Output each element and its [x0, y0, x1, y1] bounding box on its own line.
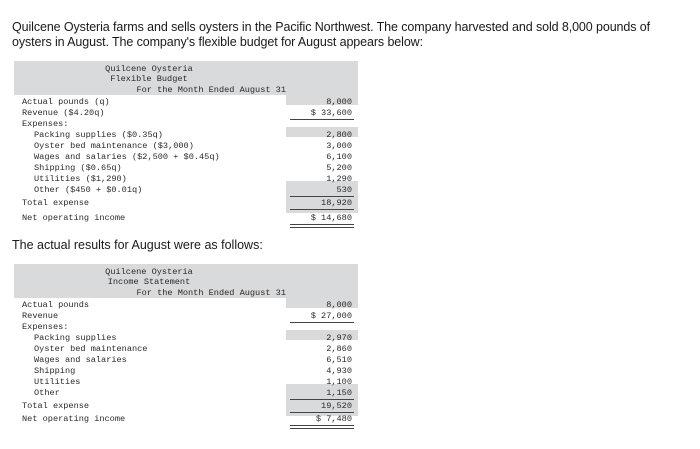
- double-underline: [290, 224, 354, 228]
- actual-pounds-label: Actual pounds (q): [22, 97, 110, 107]
- expense-value: 1,150: [326, 388, 352, 398]
- divider: [290, 399, 354, 400]
- expense-value: 5,200: [326, 163, 352, 173]
- revenue-label: Revenue ($4.20q): [22, 108, 105, 118]
- expense-label: Wages and salaries ($2,500 + $0.45q): [34, 152, 220, 162]
- net-operating-income-value: $ 7,480: [315, 414, 352, 424]
- problem-intro-text: Quilcene Oysteria farms and sells oysters in the Pacific Northwest. The company harvested and sold 8,000 pounds of oysters in August. The company's flexible budget for August appears below:: [12, 20, 651, 49]
- double-underline: [290, 425, 354, 429]
- company-name: Quilcene Oysteria: [105, 64, 193, 74]
- expense-label: Other: [34, 388, 60, 398]
- revenue-label: Revenue: [22, 311, 59, 321]
- expense-label: Utilities: [34, 377, 81, 387]
- expense-value: 2,800: [326, 130, 352, 140]
- divider: [290, 412, 354, 413]
- expense-value: 2,860: [326, 344, 352, 354]
- expense-label: Oyster bed maintenance ($3,000): [34, 141, 194, 151]
- expense-value: 530: [336, 185, 352, 195]
- divider: [290, 322, 354, 323]
- expenses-label: Expenses:: [22, 322, 69, 332]
- statement-period: For the Month Ended August 31: [136, 85, 286, 95]
- expense-label: Packing supplies: [34, 333, 117, 343]
- expense-value: 6,510: [326, 355, 352, 365]
- divider: [290, 119, 354, 120]
- expense-label: Shipping: [34, 366, 76, 376]
- statement-title: Flexible Budget: [110, 74, 188, 84]
- net-operating-income-label: Net operating income: [22, 213, 126, 223]
- revenue-value: $ 33,600: [310, 108, 352, 118]
- net-operating-income-label: Net operating income: [22, 414, 126, 424]
- expense-label: Packing supplies ($0.35q): [34, 130, 163, 140]
- actual-pounds-value: 8,000: [326, 300, 352, 310]
- expense-value: 1,290: [326, 174, 352, 184]
- net-operating-income-value: $ 14,680: [310, 213, 352, 223]
- expense-label: Shipping ($0.65q): [34, 163, 122, 173]
- statement-title: Income Statement: [107, 277, 191, 287]
- expense-label: Oyster bed maintenance: [34, 344, 148, 354]
- total-expense-value: 19,520: [321, 401, 352, 411]
- total-expense-label: Total expense: [22, 401, 90, 411]
- expense-value: 1,100: [326, 377, 352, 387]
- divider: [290, 196, 354, 197]
- actual-pounds-label: Actual pounds: [22, 300, 90, 310]
- expense-value: 3,000: [326, 141, 352, 151]
- divider: [290, 209, 354, 210]
- actual-pounds-value: 8,000: [326, 97, 352, 107]
- statement-period: For the Month Ended August 31: [136, 288, 286, 298]
- actual-results-text: The actual results for August were as follows:: [12, 238, 263, 252]
- expense-value: 6,100: [326, 152, 352, 162]
- total-expense-label: Total expense: [22, 198, 90, 208]
- expense-value: 2,970: [326, 333, 352, 343]
- expense-label: Other ($450 + $0.01q): [34, 185, 143, 195]
- revenue-value: $ 27,000: [310, 311, 352, 321]
- company-name: Quilcene Oysteria: [105, 267, 193, 277]
- total-expense-value: 18,920: [321, 198, 352, 208]
- expense-label: Utilities ($1,290): [34, 174, 127, 184]
- expense-label: Wages and salaries: [34, 355, 127, 365]
- expenses-label: Expenses:: [22, 119, 69, 129]
- expense-value: 4,930: [326, 366, 352, 376]
